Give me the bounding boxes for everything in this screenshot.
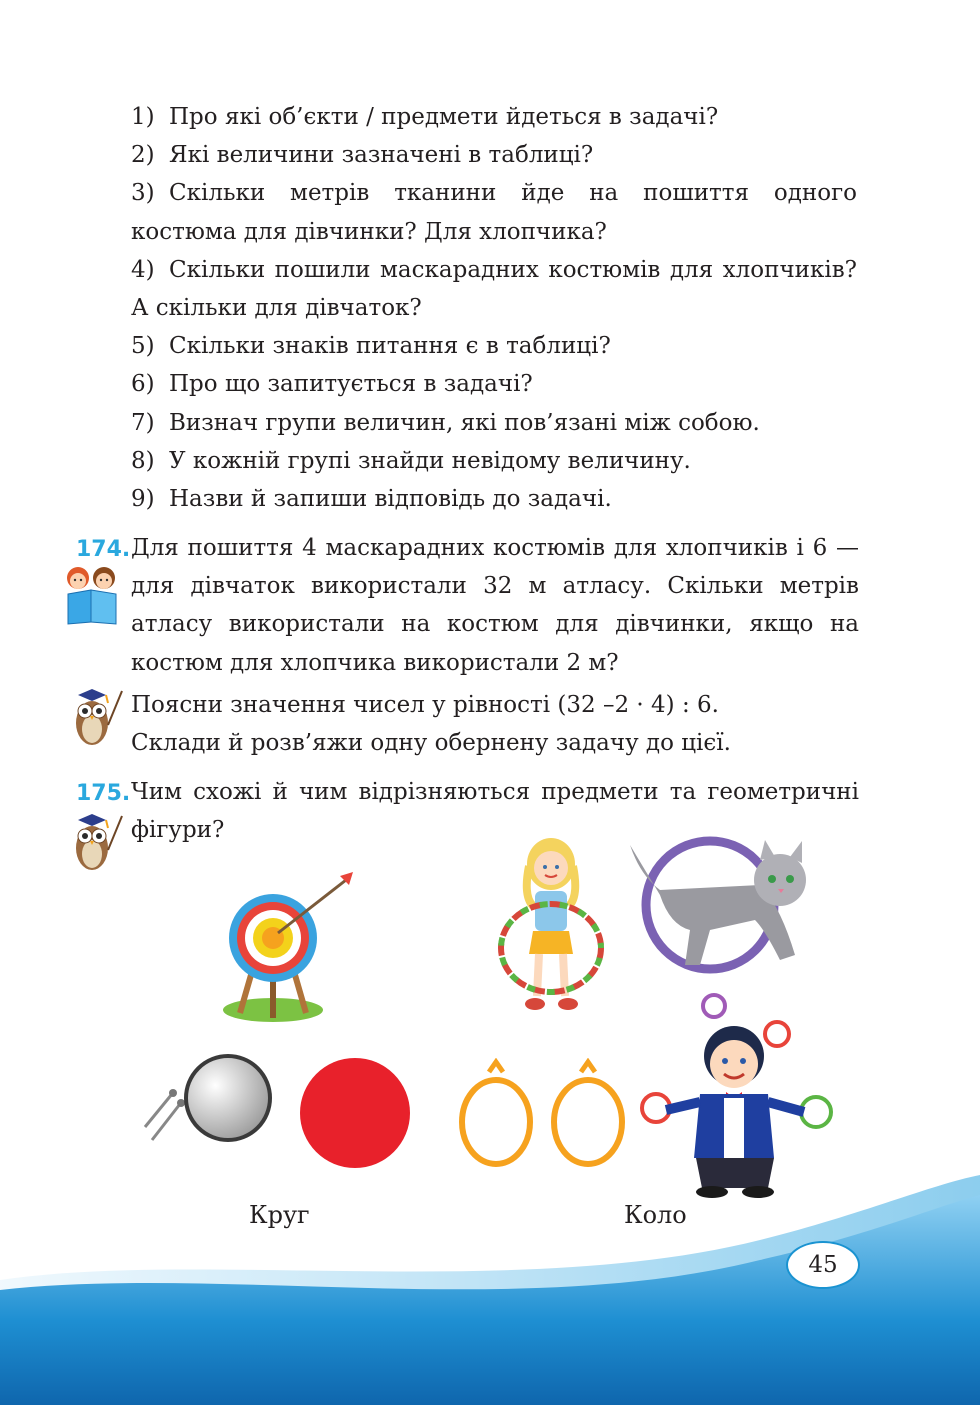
question-item: 7) Визнач групи величин, які пов’язані між собою. [131,409,760,436]
task-174-explain-line2: Склади й розв’яжи одну обернену задачу до цієї. [131,730,731,756]
question-item: 5) Скільки знаків питання є в таблиці? [131,333,611,360]
caption-circle-outline: Коло [624,1201,687,1229]
kids-reading-icon [60,564,124,626]
task-175-number: 175. [76,781,131,806]
task-174-explain-line1: Поясни значення чисел у рівності (32 –2 · 4) : 6. [131,692,719,718]
question-item: 2) Які величини зазначені в таблиці? [131,142,594,169]
caption-circle-filled: Круг [249,1201,310,1229]
girl-with-hoop-illustration [493,836,611,1021]
drum-illustration [140,1052,275,1147]
cat-through-hoop-illustration [620,835,820,980]
question-item: 6) Про що запитується в задачі? [131,371,533,398]
owl-teacher-icon [64,810,126,874]
task-174-text: Для пошиття 4 маскарадних костюмів для хлопчиків і 6 — для дівчаток використали 32 м атласу. Скільки метрів атласу використали на костюм для дівчинки, якщо на костюм для хлопчика використали 2 м? [131,535,859,676]
questions-list [131,98,857,518]
question-item: 1) Про які об’єкти / предмети йдеться в задачі? [131,104,719,130]
task-175-text: Чим схожі й чим відрізняються предмети та геометричні фігури? [131,779,859,844]
archery-target-illustration [218,868,363,1026]
owl-teacher-icon [64,685,126,749]
question-item: 9) Назви й запиши відповідь до задачі. [131,486,612,513]
question-item: 3) Скільки метрів тканини йде на пошиття одного костюма для дівчинки? Для хлопчика? [131,180,857,245]
question-item: 4) Скільки пошили маскарадних костюмів для хлопчиків? А скільки для дівчаток? [131,256,857,322]
question-item: 8) У кожній групі знайди невідому величину. [131,447,691,474]
task-174-number: 174. [76,537,131,562]
page-number-badge: 45 [786,1241,860,1289]
